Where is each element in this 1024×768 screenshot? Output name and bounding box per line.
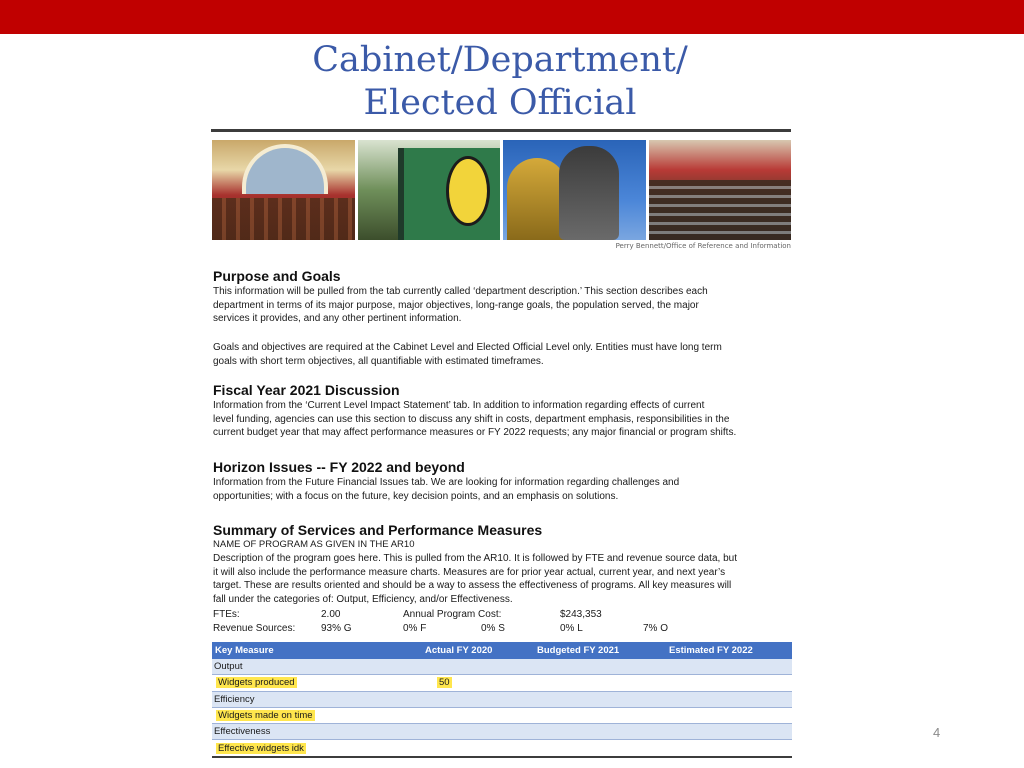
- row-label: Widgets produced: [218, 677, 295, 689]
- revenue-label: Revenue Sources:: [213, 623, 296, 634]
- row-label: Output: [214, 661, 243, 673]
- table-row: [212, 675, 792, 691]
- page-number: 4: [933, 725, 941, 740]
- heading-horizon-issues: Horizon Issues -- FY 2022 and beyond: [213, 459, 465, 475]
- top-rule: [211, 129, 791, 132]
- key-measures-table: [212, 642, 792, 757]
- heading-fy2021-discussion: Fiscal Year 2021 Discussion: [213, 382, 400, 398]
- table-row: [212, 659, 792, 675]
- purpose-paragraph-2: Goals and objectives are required at the Cabinet Level and Elected Official Level only. Entities must have long term goals with short term objectives, all quantifiable with estimated timeframes.: [213, 342, 722, 367]
- ftes-value: 2.00: [321, 609, 341, 620]
- capitol-dome-bust-photo: [503, 140, 646, 240]
- row-label: Effectiveness: [214, 726, 271, 738]
- horizon-paragraph: Information from the Future Financial Issues tab. We are looking for information regarding challenges and opportunities; with a focus on the future, key decision points, and an emphasis on solutions.: [213, 477, 680, 502]
- slide-title-line2: Elected Official: [363, 83, 637, 123]
- top-banner: [0, 0, 1024, 34]
- cost-label: Annual Program Cost:: [403, 609, 502, 620]
- row-label: Efficiency: [214, 693, 255, 705]
- row-label: Effective widgets idk: [218, 742, 304, 754]
- house-chamber-photo: [649, 140, 792, 240]
- heading-purpose-goals: Purpose and Goals: [213, 268, 341, 284]
- photo-strip: [212, 140, 791, 240]
- table-row: [212, 740, 792, 756]
- col-budgeted-fy2021: Budgeted FY 2021: [537, 645, 620, 656]
- table-header: [212, 642, 792, 659]
- bottom-rule: [212, 756, 792, 758]
- slide-title-line1: Cabinet/Department/: [312, 40, 688, 80]
- purpose-paragraph-1: This information will be pulled from the tab currently called ‘department description.’ This section describes each department in terms of its major purpose, major objectives, long-range goals, the population served, the major services it provides, and any other pertinent information.: [213, 286, 708, 325]
- table-row: [212, 724, 792, 740]
- photo-credit: Perry Bennett/Office of Reference and Information: [615, 242, 791, 250]
- revenue-general: 93% G: [321, 623, 352, 634]
- scenic-railroad-photo: [358, 140, 501, 240]
- cost-value: $243,353: [560, 609, 602, 620]
- revenue-federal: 0% F: [403, 623, 427, 634]
- fy2021-paragraph: Information from the ‘Current Level Impact Statement’ tab. In addition to information regarding effects of current level funding, agencies can use this section to discuss any shift in costs, department emphasis, responsibilities in the current budget year that may affect performance measures or FY 2022 requests; any major financial or program shifts.: [213, 400, 737, 439]
- col-actual-fy2020: Actual FY 2020: [425, 645, 493, 656]
- ftes-label: FTEs:: [213, 609, 240, 620]
- row-label: Widgets made on time: [218, 710, 313, 722]
- col-key-measure: Key Measure: [215, 645, 274, 656]
- summary-paragraph: Description of the program goes here. This is pulled from the AR10. It is followed by FTE and revenue source data, but it will also include the performance measure charts. Measures are for prior year actual, current year, and next year’s target. These are results oriented and should be a way to assess the effectiveness of programs. All key measures will fall under the categories of: Output, Efficiency, and/or Effectiveness.: [213, 553, 737, 605]
- revenue-other: 7% O: [643, 623, 669, 634]
- table-row: [212, 692, 792, 708]
- table-row: [212, 708, 792, 724]
- col-estimated-fy2022: Estimated FY 2022: [669, 645, 753, 656]
- heading-summary-measures: Summary of Services and Performance Measures: [213, 522, 543, 538]
- senate-chamber-photo: [212, 140, 355, 240]
- revenue-special: 0% S: [481, 623, 505, 634]
- program-name: NAME OF PROGRAM AS GIVEN IN THE AR10: [213, 539, 415, 550]
- revenue-lottery: 0% L: [560, 623, 583, 634]
- row-actual-value: 50: [439, 677, 450, 689]
